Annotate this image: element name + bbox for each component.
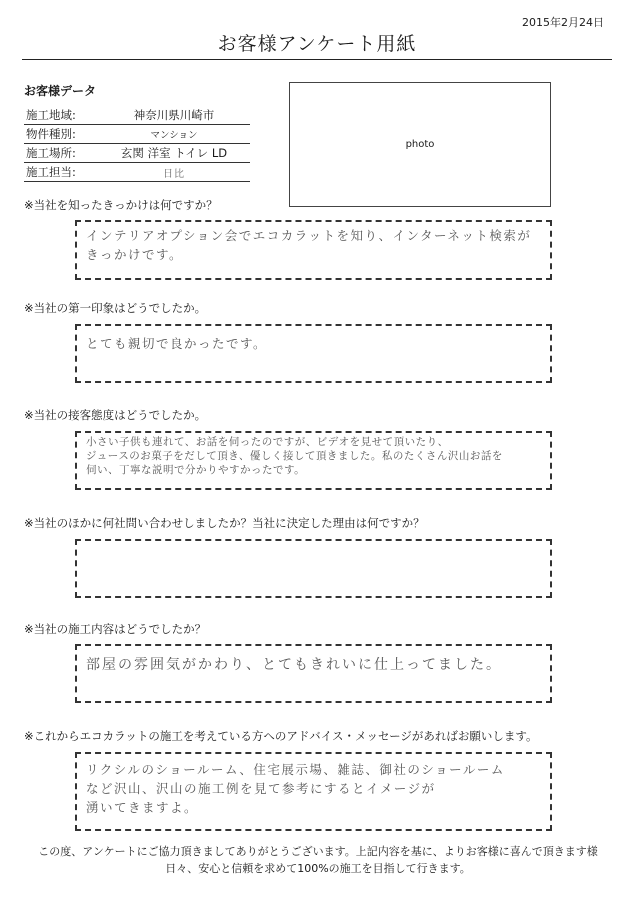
question-3: ※当社の接客態度はどうでしたか。 (24, 408, 207, 422)
answer-box-2: とても親切で良かったです。 (75, 324, 552, 383)
customer-info-table (24, 106, 250, 182)
footer-line-2: 日々、安心と信頼を求めて100%の施工を目指して行きます。 (165, 862, 471, 875)
footer-line-1: この度、アンケートにご協力頂きましてありがとうございます。上記内容を基に、よりお客様に喜んで頂きます様 (38, 845, 598, 858)
answer-box-3: 小さい子供も連れて、お話を伺ったのですが、ビデオを見せて頂いたり、 ジュースのお菓子をだして頂き、優しく接して頂きました。私のたくさん沢山お話を 伺い、丁寧な説明で分かりやすかったです。 (75, 431, 552, 490)
info-value: 玄関 洋室 トイレ LD (98, 144, 250, 163)
info-label: 施工場所: (24, 144, 98, 163)
customer-data-heading: お客様データ (24, 84, 97, 98)
photo-placeholder (289, 82, 551, 207)
question-6: ※これからエコカラットの施工を考えている方へのアドバイス・メッセージがあればお願いします。 (24, 729, 538, 743)
info-value: 神奈川県川崎市 (98, 106, 250, 125)
question-1: ※当社を知ったきっかけは何ですか？ (24, 198, 218, 212)
survey-date: 2015年2月24日 (522, 16, 604, 29)
info-value: 日比 (98, 163, 250, 182)
photo-label: photo (405, 139, 435, 150)
answer-box-4 (75, 539, 552, 598)
info-label: 施工担当: (24, 163, 98, 182)
question-2: ※当社の第一印象はどうでしたか。 (24, 301, 207, 315)
question-5: ※当社の施工内容はどうでしたか？ (24, 622, 207, 636)
info-row-staff (24, 163, 250, 182)
info-value: マンション (98, 125, 250, 144)
info-row-area (24, 106, 250, 125)
info-label: 施工地域: (24, 106, 98, 125)
answer-box-6: リクシルのショールーム、住宅展示場、雑誌、御社のショールーム など沢山、沢山の施工例を見て参考にするとイメージが 湧いてきますよ。 (75, 752, 552, 831)
info-row-location (24, 144, 250, 163)
info-label: 物件種別: (24, 125, 98, 144)
info-row-property-type (24, 125, 250, 144)
footer-message (20, 843, 616, 877)
question-4: ※当社のほかに何社問い合わせしましたか？当社に決定した理由は何ですか？ (24, 516, 425, 530)
page-title: お客様アンケート用紙 (22, 31, 612, 60)
answer-box-1: インテリアオプション会でエコカラットを知り、インターネット検索が きっかけです。 (75, 220, 552, 280)
answer-box-5: 部屋の雰囲気がかわり、とてもきれいに仕上ってました。 (75, 644, 552, 703)
